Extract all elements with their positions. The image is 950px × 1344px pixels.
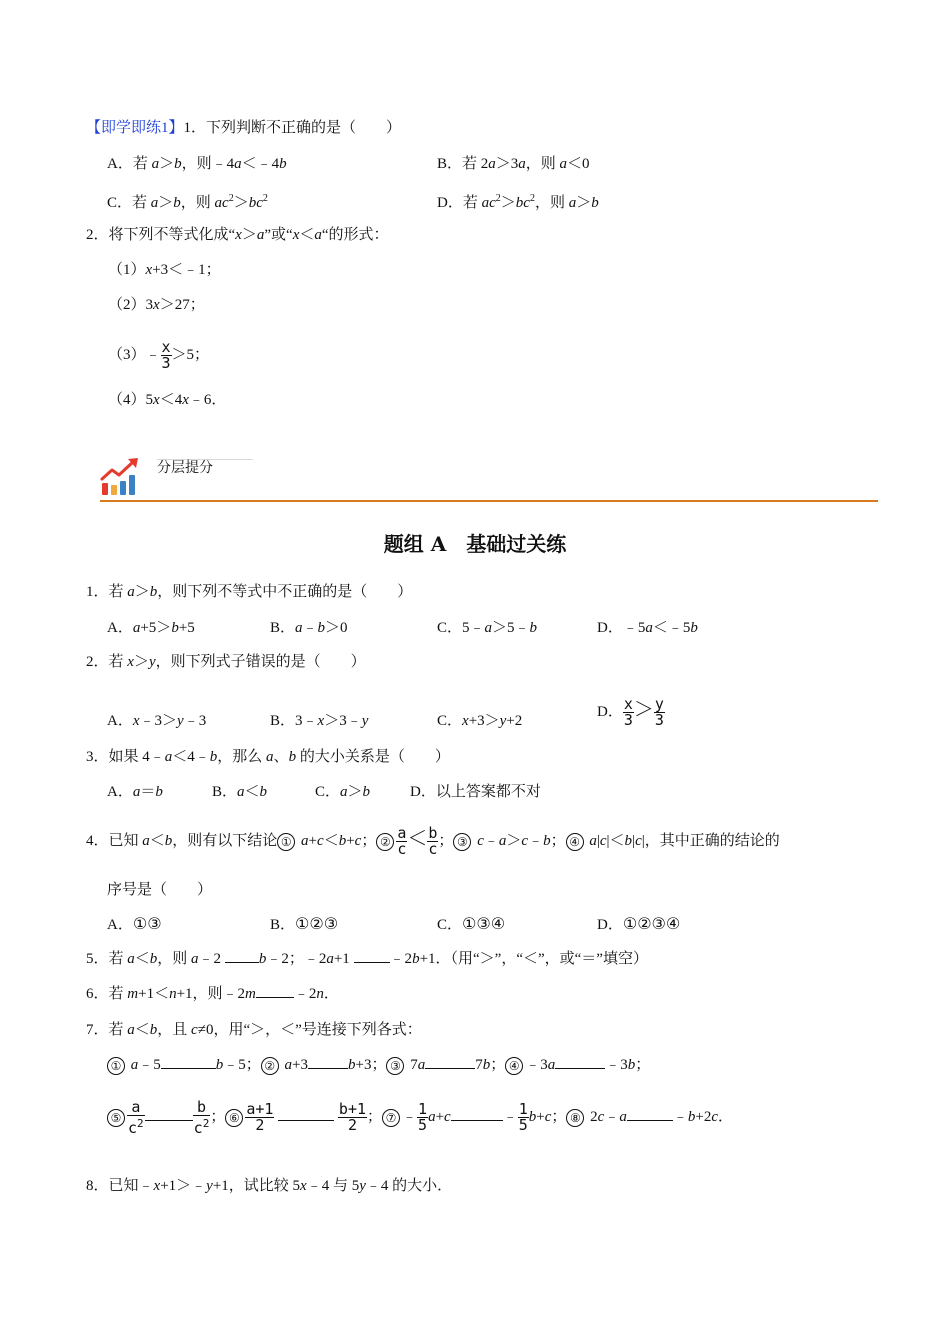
practice-q2-part1: （1）x+3＜﹣1； bbox=[108, 262, 221, 278]
q1-option-d: D．﹣5a＜﹣5b bbox=[597, 620, 698, 636]
circled-numbers: ①②③④ bbox=[622, 914, 681, 933]
fraction: $\frac{b+1}{2}$ bbox=[338, 1100, 367, 1135]
fill-blank[interactable] bbox=[308, 1068, 348, 1069]
q1-option-a: A．a+5＞b+5 bbox=[107, 620, 195, 636]
circled-number-3: ③ bbox=[386, 1057, 404, 1075]
circled-number-8: ⑧ bbox=[566, 1109, 584, 1127]
fraction: $\frac{b}{c}$ bbox=[428, 824, 438, 859]
q1-option-c: C．5﹣a＞5﹣b bbox=[437, 620, 538, 636]
circled-number-6: ⑥ bbox=[225, 1109, 243, 1127]
fraction: $\frac{1}{5}$ bbox=[518, 1100, 528, 1135]
section-heading: 分层提分 bbox=[157, 460, 213, 476]
circled-number-3: ③ bbox=[453, 833, 471, 851]
circled-number-4: ④ bbox=[505, 1057, 523, 1075]
q3-stem: 3．如果 4﹣a＜4﹣b，那么 a、b 的大小关系是（ ） bbox=[86, 749, 450, 765]
fill-blank[interactable] bbox=[354, 962, 390, 963]
circled-numbers: ①③ bbox=[132, 914, 162, 933]
fill-blank[interactable] bbox=[555, 1068, 605, 1069]
q2-option-a: A．x﹣3＞y﹣3 bbox=[107, 713, 207, 729]
circled-number-2: ② bbox=[261, 1057, 279, 1075]
q3-option-c: C．a＞b bbox=[315, 784, 371, 800]
q7-stem: 7．若 a＜b，且 c≠0，用“＞，＜”号连接下列各式： bbox=[86, 1022, 422, 1038]
q4-stem: 4．已知 a＜b，则有以下结论 ① a+c＜b+c； ② $\frac{a}{c}$ ＜ $\frac{b}{c}$ ； ③ c﹣a＞c﹣b； ④ a|c|＜b|c|，其中正确的结论的 bbox=[86, 824, 780, 859]
circled-number-7: ⑦ bbox=[382, 1109, 400, 1127]
fraction: $\frac{a}{c}$ bbox=[397, 824, 407, 859]
fill-blank[interactable] bbox=[627, 1120, 673, 1121]
practice-q2-part2: （2）3x＞27； bbox=[108, 297, 205, 313]
q5: 5．若 a＜b，则 a﹣2 b﹣2；﹣2a+1 ﹣2b+1．（用“＞”，“＜”，或“＝”填空） bbox=[86, 951, 648, 967]
q1-option-b: B．a﹣b＞0 bbox=[270, 620, 348, 636]
fraction: $\frac{a+1}{2}$ bbox=[246, 1100, 274, 1135]
practice-q2-part4: （4）5x＜4x﹣6． bbox=[108, 392, 227, 408]
q4-stem-continued: 序号是（ ） bbox=[107, 882, 213, 898]
circled-number-1: ① bbox=[277, 833, 295, 851]
practice-q2-part3: （3）﹣ $\frac{x}{3}$ ＞5； bbox=[108, 338, 210, 373]
fraction: $\frac{b}{c^2}$ bbox=[193, 1097, 210, 1137]
fill-blank[interactable] bbox=[451, 1120, 503, 1121]
q3-option-d: D．以上答案都不对 bbox=[410, 784, 541, 800]
circled-number-5: ⑤ bbox=[107, 1109, 125, 1127]
q3-option-a: A．a＝b bbox=[107, 784, 163, 800]
practice-q1-option-d: D．若 $ac^2>bc^2$，则 a＞b bbox=[437, 193, 599, 211]
q8: 8．已知﹣x+1＞﹣y+1，试比较 5x﹣4 与 5y﹣4 的大小． bbox=[86, 1178, 453, 1194]
q4-option-b: B．①②③ bbox=[270, 914, 339, 933]
q2-option-c: C．x+3＞y+2 bbox=[437, 713, 523, 729]
q2-option-d: D． $\frac{x}{3}$ ＞ $\frac{y}{3}$ bbox=[597, 695, 664, 730]
practice-q1-option-b: B．若 2a＞3a，则 a＜0 bbox=[437, 156, 590, 172]
q7-row1: ① a﹣5 b﹣5； ② a+3 b+3； ③ 7a 7b； ④ ﹣3a ﹣3b； bbox=[107, 1055, 650, 1075]
fill-blank[interactable] bbox=[161, 1068, 216, 1069]
q3-option-b: B．a＜b bbox=[212, 784, 268, 800]
q4-option-c: C．①③④ bbox=[437, 914, 506, 933]
circled-number-2: ② bbox=[376, 833, 394, 851]
q4-option-a: A．①③ bbox=[107, 914, 162, 933]
group-title: 题组 A 基础过关练 bbox=[383, 532, 567, 556]
circled-number-4: ④ bbox=[566, 833, 584, 851]
practice-q2-stem: 2．将下列不等式化成“x＞a”或“x＜a“的形式： bbox=[86, 227, 389, 243]
fraction: $\frac{x}{3}$ bbox=[161, 338, 171, 373]
q7-row2: ⑤ $\frac{a}{c^2}$ $\frac{b}{c^2}$ ； ⑥ $\frac{a+1}{2}$ $\frac{b+1}{2}$ ； ⑦ ﹣ $\frac{1}{5}$ a+c ﹣ $\frac{1}{5}$ b+c； ⑧ 2c﹣a ﹣b+2c． bbox=[107, 1092, 733, 1142]
fill-blank[interactable] bbox=[145, 1120, 193, 1121]
fraction: $\frac{a}{c^2}$ bbox=[128, 1097, 144, 1137]
q1-stem: 1．若 a＞b，则下列不等式中不正确的是（ ） bbox=[86, 584, 413, 600]
fraction: $\frac{y}{3}$ bbox=[654, 695, 664, 730]
circled-numbers: ①③④ bbox=[462, 914, 506, 933]
q6: 6．若 m+1＜n+1，则﹣2m ﹣2n． bbox=[86, 986, 339, 1002]
section-divider bbox=[100, 500, 878, 502]
practice-tag: 【即学即练1】 bbox=[86, 120, 184, 136]
q4-option-d: D．①②③④ bbox=[597, 914, 681, 933]
practice-q1-stem: 【即学即练1】1．下列判断不正确的是（ ） bbox=[86, 120, 402, 136]
fill-blank[interactable] bbox=[278, 1120, 334, 1121]
growth-chart-icon bbox=[100, 455, 144, 499]
fraction: $\frac{1}{5}$ bbox=[418, 1100, 428, 1135]
fill-blank[interactable] bbox=[256, 997, 294, 998]
practice-q1-option-c: C．若 a＞b，则 $ac^2>bc^2$ bbox=[107, 193, 268, 211]
circled-numbers: ①②③ bbox=[295, 914, 339, 933]
circled-number-1: ① bbox=[107, 1057, 125, 1075]
fraction: $\frac{x}{3}$ bbox=[623, 695, 633, 730]
practice-q1-option-a: A．若 a＞b，则﹣4a＜﹣4b bbox=[107, 156, 287, 172]
fill-blank[interactable] bbox=[425, 1068, 475, 1069]
q2-stem: 2．若 x＞y，则下列式子错误的是（ ） bbox=[86, 654, 366, 670]
fill-blank[interactable] bbox=[225, 962, 259, 963]
q2-option-b: B．3﹣x＞3﹣y bbox=[270, 713, 369, 729]
